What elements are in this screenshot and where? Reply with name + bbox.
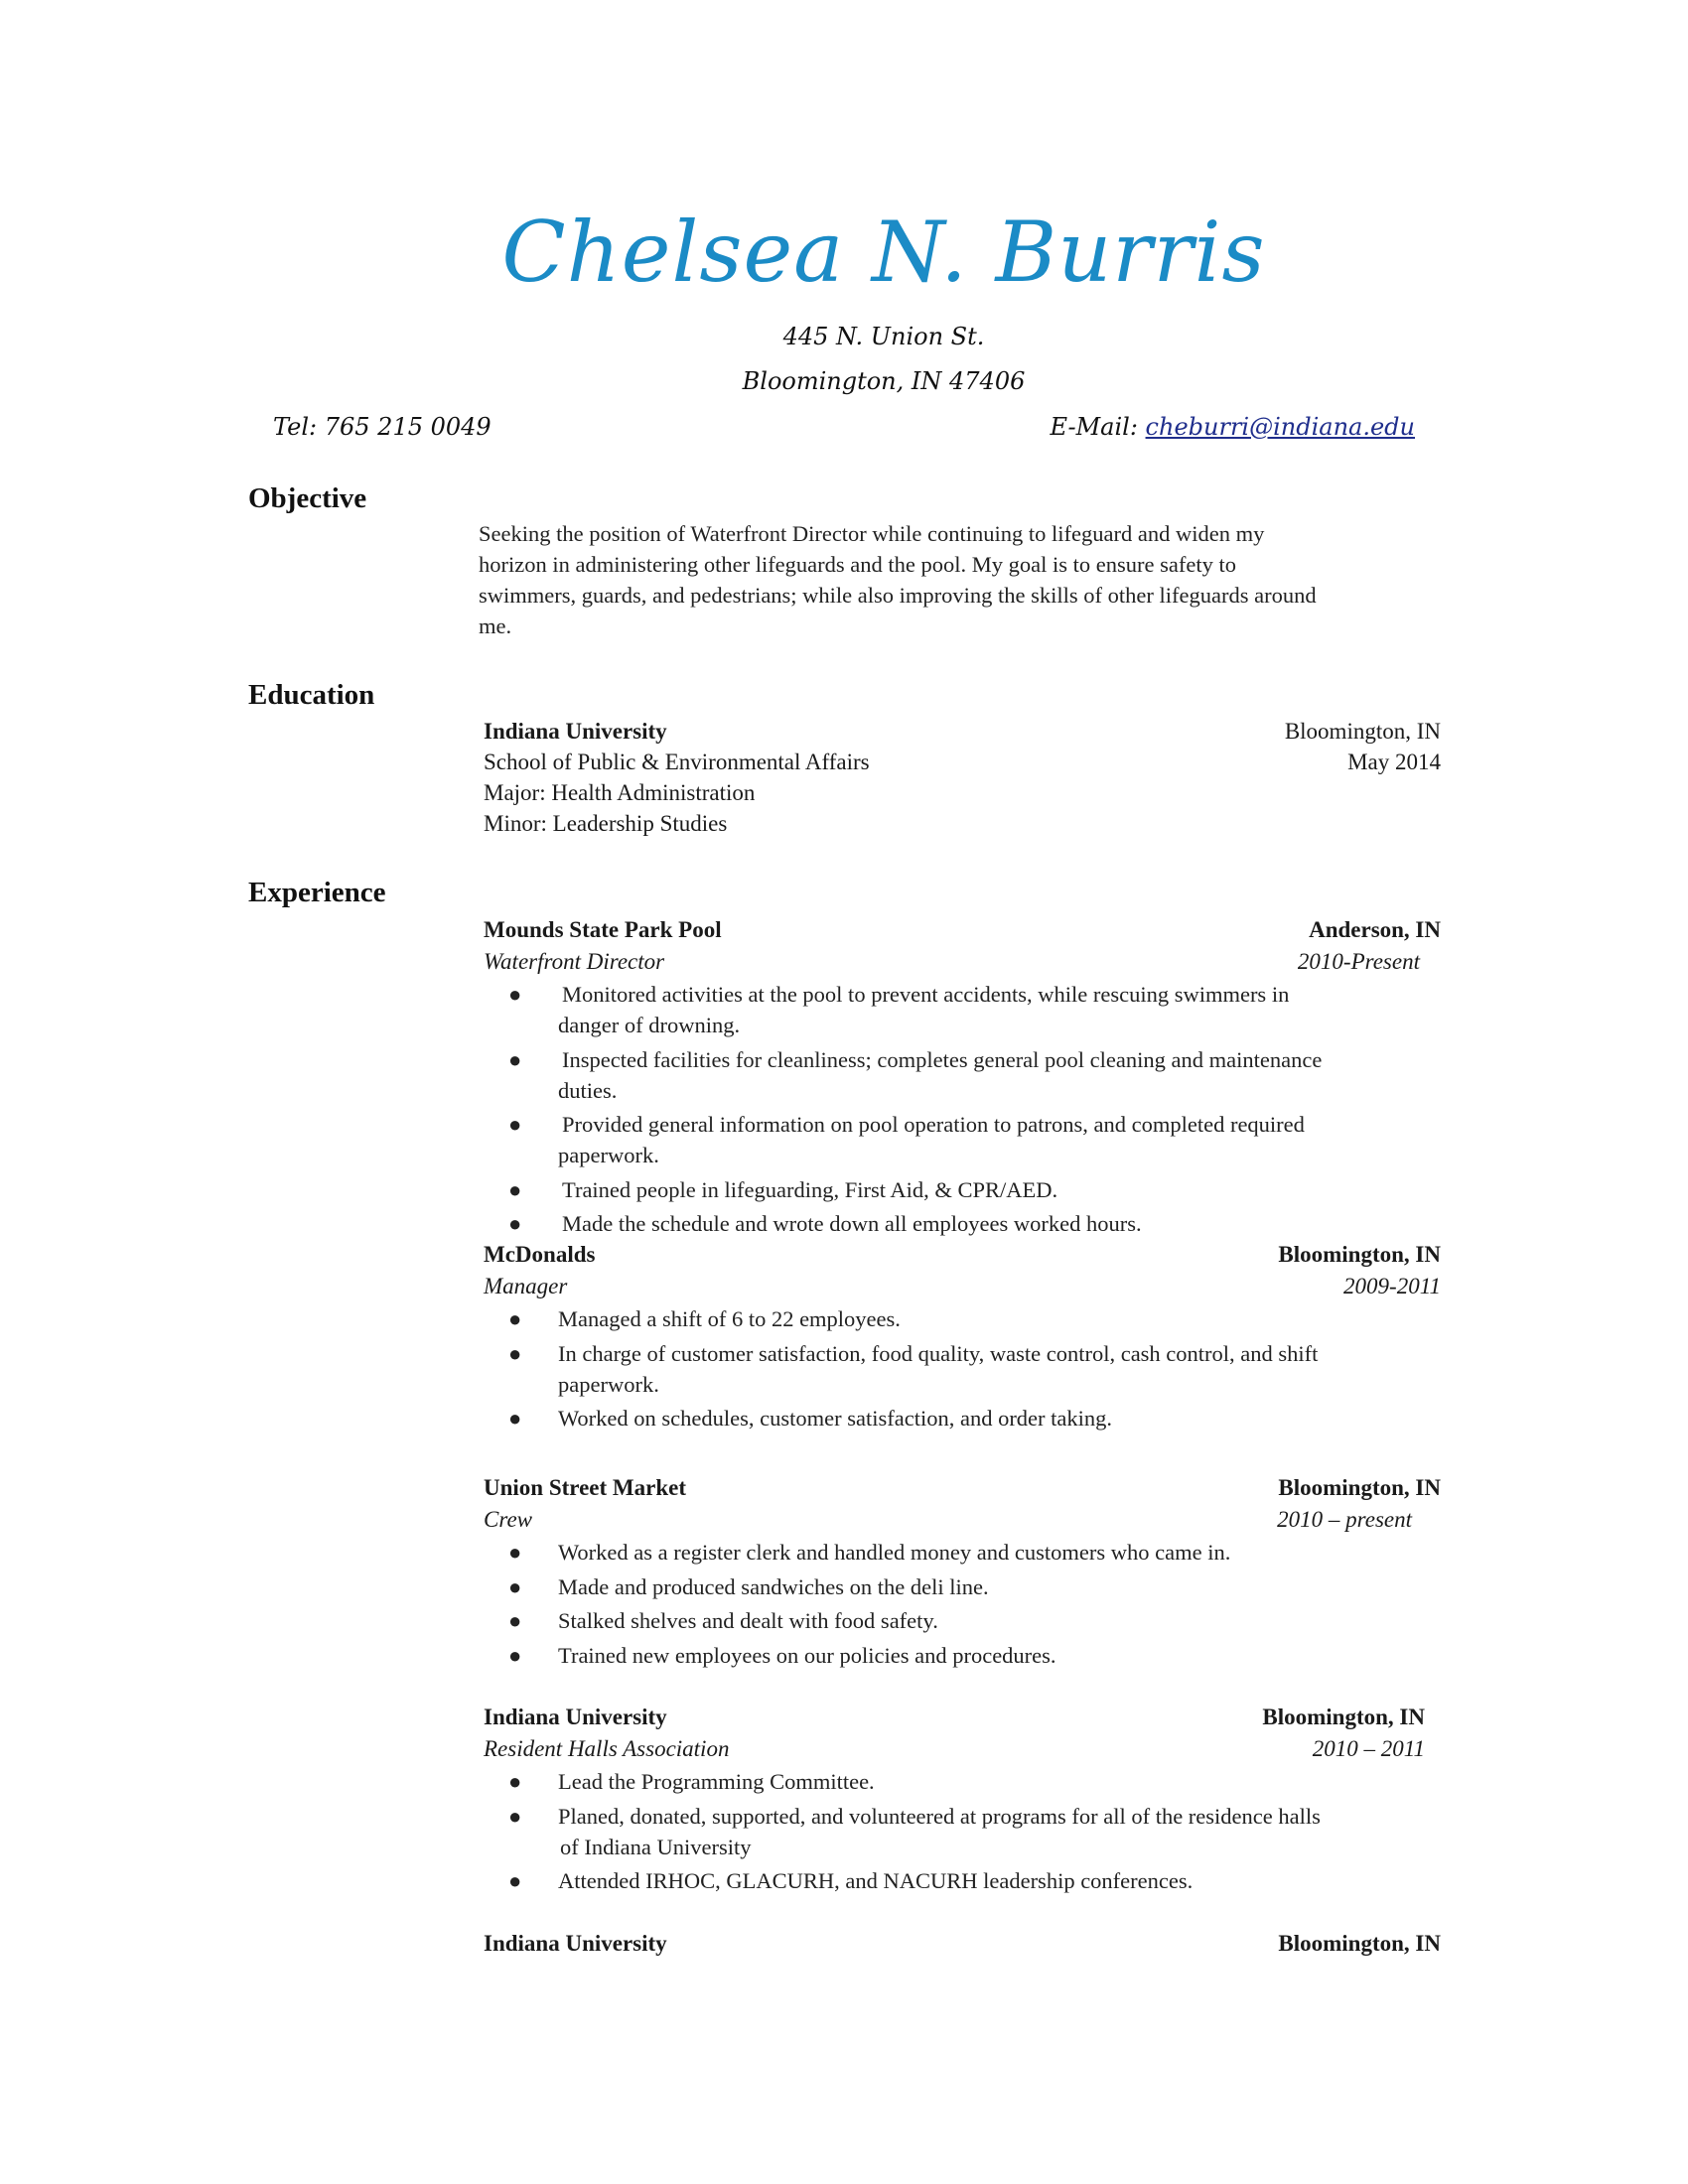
- bullet-line: Lead the Programming Committee.: [558, 1769, 875, 1794]
- job-location: Anderson, IN: [1309, 917, 1441, 942]
- bullet-line: Planed, donated, supported, and volunteered at programs for all of the residence halls: [558, 1803, 1321, 1829]
- bullet-line: Trained new employees on our policies and procedures.: [558, 1642, 1056, 1668]
- graduation-date: May 2014: [1347, 750, 1441, 774]
- job-header: [484, 1239, 1441, 1270]
- bullet-icon: ●: [508, 1868, 522, 1893]
- job-title: Crew: [484, 1507, 532, 1532]
- bullet-line: Managed a shift of 6 to 22 employees.: [558, 1306, 901, 1331]
- bullet-line: paperwork.: [558, 1143, 659, 1167]
- job-subheader: [484, 946, 1420, 977]
- job-subheader: [484, 1271, 1441, 1301]
- objective-line: Seeking the position of Waterfront Director while continuing to lifeguard and widen my: [479, 521, 1265, 546]
- job-org: McDonalds: [484, 1242, 596, 1267]
- objective-heading: Objective: [248, 482, 367, 514]
- bullet-line: Monitored activities at the pool to prevent accidents, while rescuing swimmers in: [562, 982, 1290, 1007]
- job-bullets: [0, 1537, 1442, 1674]
- major: Major: Health Administration: [484, 780, 756, 805]
- phone-number: Tel: 765 215 0049: [273, 413, 492, 441]
- bullet-icon: ●: [508, 1176, 522, 1202]
- job-bullets: [0, 1303, 1442, 1437]
- job-title: Resident Halls Association: [484, 1736, 730, 1761]
- experience-heading: Experience: [248, 877, 386, 908]
- job-org: Indiana University: [484, 1705, 667, 1729]
- education-row: [484, 747, 1441, 777]
- resume-name: Chelsea N. Burris: [501, 204, 1266, 301]
- bullet-icon: ●: [508, 1803, 522, 1829]
- job-subheader: [484, 1733, 1425, 1764]
- list-item: [0, 1174, 1446, 1205]
- bullet-line: of Indiana University: [560, 1834, 752, 1859]
- bullet-line: Made and produced sandwiches on the deli line.: [558, 1573, 989, 1599]
- job-header: [484, 914, 1441, 945]
- bullet-icon: ●: [508, 1608, 522, 1633]
- list-item: [0, 1801, 1442, 1862]
- bullet-icon: ●: [508, 1340, 522, 1366]
- school-location: Bloomington, IN: [1284, 719, 1441, 744]
- job-bullets: [0, 1766, 1442, 1900]
- objective-line: me.: [479, 614, 512, 638]
- bullet-line: Attended IRHOC, GLACURH, and NACURH leadership conferences.: [558, 1868, 1194, 1893]
- bullet-icon: ●: [508, 1112, 522, 1137]
- list-item: [0, 1338, 1442, 1400]
- list-item: [0, 1303, 1442, 1334]
- bullet-line: Inspected facilities for cleanliness; completes general pool cleaning and maintenance: [562, 1046, 1323, 1072]
- bullet-icon: ●: [508, 1046, 522, 1072]
- bullet-line: danger of drowning.: [558, 1013, 741, 1037]
- bullet-icon: ●: [508, 1306, 522, 1331]
- list-item: [0, 1571, 1442, 1602]
- bullet-line: Provided general information on pool operation to patrons, and completed required: [562, 1112, 1305, 1137]
- email-contact: [1051, 413, 1415, 441]
- education-heading: Education: [248, 679, 375, 711]
- bullet-icon: ●: [508, 1642, 522, 1668]
- job-bullets: [0, 979, 1446, 1243]
- job-location: Bloomington, IN: [1278, 1931, 1441, 1956]
- bullet-line: Trained people in lifeguarding, First Aid, & CPR/AED.: [562, 1176, 1058, 1202]
- job-org: Mounds State Park Pool: [484, 917, 722, 942]
- bullet-line: duties.: [558, 1077, 618, 1103]
- list-item: [0, 1109, 1446, 1170]
- list-item: [0, 1044, 1446, 1106]
- list-item: [0, 1403, 1442, 1433]
- bullet-line: Stalked shelves and dealt with food safety.: [558, 1608, 938, 1633]
- list-item: [0, 979, 1446, 1040]
- job-dates: 2010 – present: [1277, 1507, 1412, 1532]
- bullet-icon: ●: [508, 1573, 522, 1599]
- address-street: 445 N. Union St.: [782, 323, 985, 350]
- objective-text: [479, 518, 1472, 641]
- job-title: Waterfront Director: [484, 949, 665, 974]
- education-row: [484, 716, 1441, 747]
- bullet-line: Made the schedule and wrote down all employees worked hours.: [562, 1211, 1142, 1236]
- list-item: [0, 1640, 1442, 1671]
- bullet-icon: ●: [508, 1540, 522, 1565]
- job-org: Union Street Market: [484, 1475, 686, 1500]
- bullet-icon: ●: [508, 982, 522, 1007]
- bullet-icon: ●: [508, 1211, 522, 1236]
- bullet-icon: ●: [508, 1406, 522, 1431]
- job-location: Bloomington, IN: [1278, 1242, 1441, 1267]
- job-location: Bloomington, IN: [1278, 1475, 1441, 1500]
- email-label: E-Mail:: [1050, 413, 1146, 441]
- job-dates: 2009-2011: [1343, 1274, 1441, 1298]
- job-location: Bloomington, IN: [1262, 1705, 1425, 1729]
- job-dates: 2010 – 2011: [1312, 1736, 1425, 1761]
- list-item: [0, 1208, 1446, 1239]
- list-item: [0, 1865, 1442, 1896]
- bullet-line: paperwork.: [558, 1371, 659, 1397]
- bullet-line: Worked as a register clerk and handled money and customers who came in.: [558, 1540, 1231, 1565]
- objective-line: swimmers, guards, and pedestrians; while also improving the skills of other lifeguards around: [479, 583, 1317, 608]
- job-header: [484, 1472, 1441, 1503]
- address-city: Bloomington, IN 47406: [742, 367, 1026, 395]
- school-name: Indiana University: [484, 719, 667, 744]
- objective-line: horizon in administering other lifeguards and the pool. My goal is to ensure safety to: [479, 552, 1236, 577]
- email-link[interactable]: cheburri@indiana.edu: [1145, 413, 1415, 441]
- minor: Minor: Leadership Studies: [484, 811, 728, 836]
- college-name: School of Public & Environmental Affairs: [484, 750, 870, 774]
- job-org: Indiana University: [484, 1931, 667, 1956]
- bullet-line: In charge of customer satisfaction, food quality, waste control, cash control, and shift: [558, 1340, 1319, 1366]
- job-header: [484, 1928, 1441, 1959]
- bullet-line: Worked on schedules, customer satisfaction, and order taking.: [558, 1406, 1113, 1431]
- list-item: [0, 1766, 1442, 1797]
- job-title: Manager: [484, 1274, 568, 1298]
- list-item: [0, 1537, 1442, 1568]
- list-item: [0, 1605, 1442, 1636]
- job-header: [484, 1702, 1425, 1732]
- bullet-icon: ●: [508, 1769, 522, 1794]
- job-dates: 2010-Present: [1297, 949, 1420, 974]
- job-subheader: [484, 1504, 1412, 1535]
